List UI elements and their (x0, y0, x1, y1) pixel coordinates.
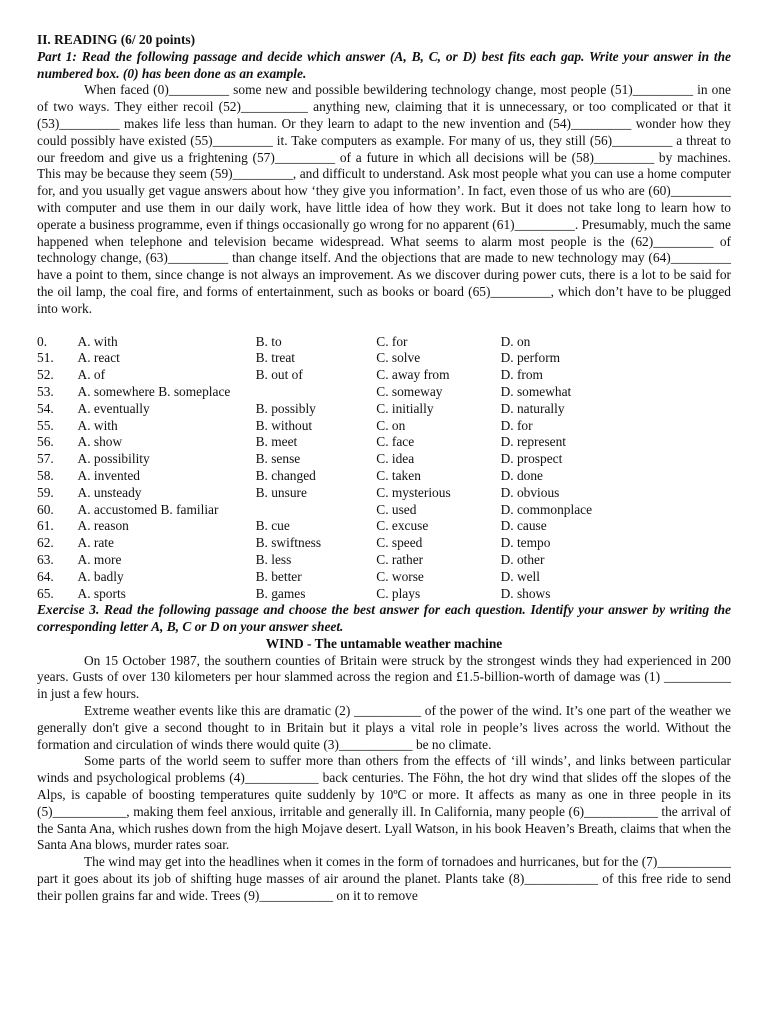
option-d: D. naturally (500, 400, 565, 416)
question-row (37, 418, 731, 435)
wind-paragraph-3: Some parts of the world seem to suffer more than others from the effects of ‘ill winds’, and links between particular winds and psychological problems (4)___________ back centuries. The Föhn, the hot dry wind that slides off the slopes of the Alps, is capable of boosting temperatures quite suddenly by 10ºC or more. It affects as many as one in three people in its (5)___________, making them feel anxious, irritable and generally ill. In California, many people (6)___________ the arrival of the Santa Ana, which rushes down from the high Mojave desert. Lyall Watson, in his book Heaven’s Breath, claims that when the Santa Ana blows, murder rates soar. (37, 753, 731, 853)
option-b: B. treat (255, 350, 296, 366)
option-d: D. prospect (500, 451, 563, 467)
question-number: 65. (37, 585, 54, 601)
question-row (37, 518, 731, 535)
option-a: A. rate (77, 535, 114, 551)
question-number: 56. (37, 434, 54, 450)
option-b: B. changed (255, 467, 316, 483)
question-row (37, 569, 731, 586)
option-a: A. eventually (77, 400, 150, 416)
option-b: B. games (255, 585, 306, 601)
option-d: D. obvious (500, 484, 560, 500)
question-number: 64. (37, 568, 54, 584)
option-a: A. with (77, 417, 118, 433)
question-number: 60. (37, 501, 54, 517)
question-row (37, 367, 731, 384)
wind-paragraph-1: On 15 October 1987, the southern counties of Britain were struck by the strongest winds they had experienced in 200 years. Gusts of over 130 kilometers per hour slammed across the region and £1.5-billion-worth of damage was (1) __________ in just a few hours. (37, 652, 731, 702)
option-d: D. well (500, 568, 540, 584)
option-d: D. from (500, 367, 543, 383)
option-c: C. excuse (376, 518, 429, 534)
option-a: A. show (77, 434, 123, 450)
option-d: D. other (500, 551, 545, 567)
option-a: A. reason (77, 518, 129, 534)
option-b: B. less (255, 551, 292, 567)
question-number: 53. (37, 383, 54, 399)
option-c: C. mysterious (376, 484, 451, 500)
option-b: B. out of (255, 367, 303, 383)
option-a: A. unsteady (77, 484, 142, 500)
option-a: A. react (77, 350, 120, 366)
question-row (37, 384, 731, 401)
option-d: D. done (500, 467, 543, 483)
worksheet-page (37, 32, 731, 905)
question-number: 62. (37, 535, 54, 551)
question-number: 52. (37, 367, 54, 383)
option-a: A. of (77, 367, 106, 383)
option-c: C. idea (376, 451, 415, 467)
option-b: B. swiftness (255, 535, 322, 551)
option-c: C. taken (376, 467, 421, 483)
option-a: A. accustomed B. familiar (77, 501, 219, 517)
option-a: A. possibility (77, 451, 150, 467)
option-b: B. possibly (255, 400, 316, 416)
question-row (37, 401, 731, 418)
option-c: C. initially (376, 400, 434, 416)
option-c: C. plays (376, 585, 421, 601)
question-number: 57. (37, 451, 54, 467)
question-row (37, 586, 731, 603)
option-c: C. speed (376, 535, 423, 551)
option-b: B. without (255, 417, 313, 433)
option-d: D. shows (500, 585, 551, 601)
question-number: 61. (37, 518, 54, 534)
option-a: A. sports (77, 585, 126, 601)
option-d: D. commonplace (500, 501, 593, 517)
option-b: B. to (255, 333, 282, 349)
option-c: C. rather (376, 551, 424, 567)
option-c: C. used (376, 501, 417, 517)
option-d: D. perform (500, 350, 561, 366)
option-c: C. on (376, 417, 406, 433)
option-a: A. badly (77, 568, 124, 584)
wind-paragraph-2: Extreme weather events like this are dramatic (2) __________ of the power of the wind. It’s one part of the weather we generally don't give a second thought to in Britain but it plays a vital role in people’s lives across the world. Without the formation and circulation of winds there would quite (3)___________ be no climate. (37, 703, 731, 752)
question-row (37, 434, 731, 451)
option-c: C. someway (376, 383, 443, 399)
option-d: D. on (500, 333, 531, 349)
option-b (256, 384, 377, 401)
option-c: C. for (376, 333, 408, 349)
section-title: II. READING (6/ 20 points) (37, 32, 196, 47)
question-number: 54. (37, 400, 54, 416)
question-row (37, 350, 731, 367)
option-b (256, 502, 377, 519)
question-row (37, 451, 731, 468)
option-b: B. meet (255, 434, 298, 450)
question-number: 58. (37, 467, 54, 483)
question-number: 63. (37, 551, 54, 567)
question-number: 0. (37, 333, 48, 349)
question-number: 59. (37, 484, 54, 500)
option-a: A. more (77, 551, 122, 567)
answer-options-table (37, 334, 731, 603)
option-d: D. somewhat (500, 383, 572, 399)
spacer (37, 318, 731, 334)
question-row (37, 468, 731, 485)
exercise3-instruction: Exercise 3. Read the following passage and choose the best answer for each question. Identify your answer by writing the corresponding letter A, B, C or D on your answer sheet. (37, 602, 731, 635)
passage-title: WIND - The untamable weather machine (265, 635, 503, 651)
option-a: A. somewhere B. someplace (77, 383, 231, 399)
option-b: B. sense (255, 451, 301, 467)
option-b: B. unsure (255, 484, 307, 500)
option-c: C. face (376, 434, 415, 450)
option-b: B. better (255, 568, 302, 584)
question-row (37, 502, 731, 519)
option-c: C. away from (376, 367, 450, 383)
question-number: 55. (37, 417, 54, 433)
option-d: D. tempo (500, 535, 551, 551)
option-d: D. cause (500, 518, 547, 534)
option-a: A. invented (77, 467, 141, 483)
question-row (37, 535, 731, 552)
option-b: B. cue (255, 518, 290, 534)
option-c: C. solve (376, 350, 421, 366)
option-a: A. with (77, 333, 118, 349)
wind-paragraph-4: The wind may get into the headlines when it comes in the form of tornadoes and hurricanes, but for the (7)___________ part it goes about its job of shifting huge masses of air around the planet. Plants take (8)___________ of this free ride to send their pollen grains far and wide. Trees (9)___________ on it to remove (37, 854, 731, 903)
option-d: D. for (500, 417, 533, 433)
option-c: C. worse (376, 568, 424, 584)
question-number: 51. (37, 350, 54, 366)
question-row (37, 485, 731, 502)
question-row (37, 552, 731, 569)
part1-instruction: Part 1: Read the following passage and decide which answer (A, B, C, or D) best fits each gap. Write your answer in the numbered box. (0) has been done as an example. (37, 48, 731, 81)
question-row (37, 334, 731, 351)
option-d: D. represent (500, 434, 567, 450)
passage-technology-change: When faced (0)_________ some new and possible bewildering technology change, most people (51)_________ in one of two ways. They either recoil (52)__________ anything new, claiming that it is unnecessary, or too complicated or that it (53)_________ makes life less than human. Or they learn to adapt to the new invention and (54)_________ wonder how they could possibly have existed (55)_________ it. Take computers as example. For many of us, they still (56)_________ a threat to our freedom and give us a frightening (57)_________ of a future in which all decisions will be (58)_________ by machines. This may be because they seem (59)_________, and difficult to understand. Ask most people what you can use a home computer for, and you usually get vague answers about how ‘they give you information’. In fact, even those of us who are (60)_________ with computer and use them in our daily work, have little idea of how they work. But it does not take long to learn how to operate a business programme, even if things occasionally go wrong for no apparent (61)_________. Presumably, much the same happened when telephone and television became widespread. What seems to alarm most people is the (62)_________ of technology change, (63)_________ than change itself. And the objections that are made to new technology may (64)_________ have a point to them, since change is not always an improvement. As we discover during power cuts, there is a lot to be said for the oil lamp, the coal fire, and forms of entertainment, such as books or board (65)_________, which don’t have to be plugged into work. (37, 82, 731, 316)
